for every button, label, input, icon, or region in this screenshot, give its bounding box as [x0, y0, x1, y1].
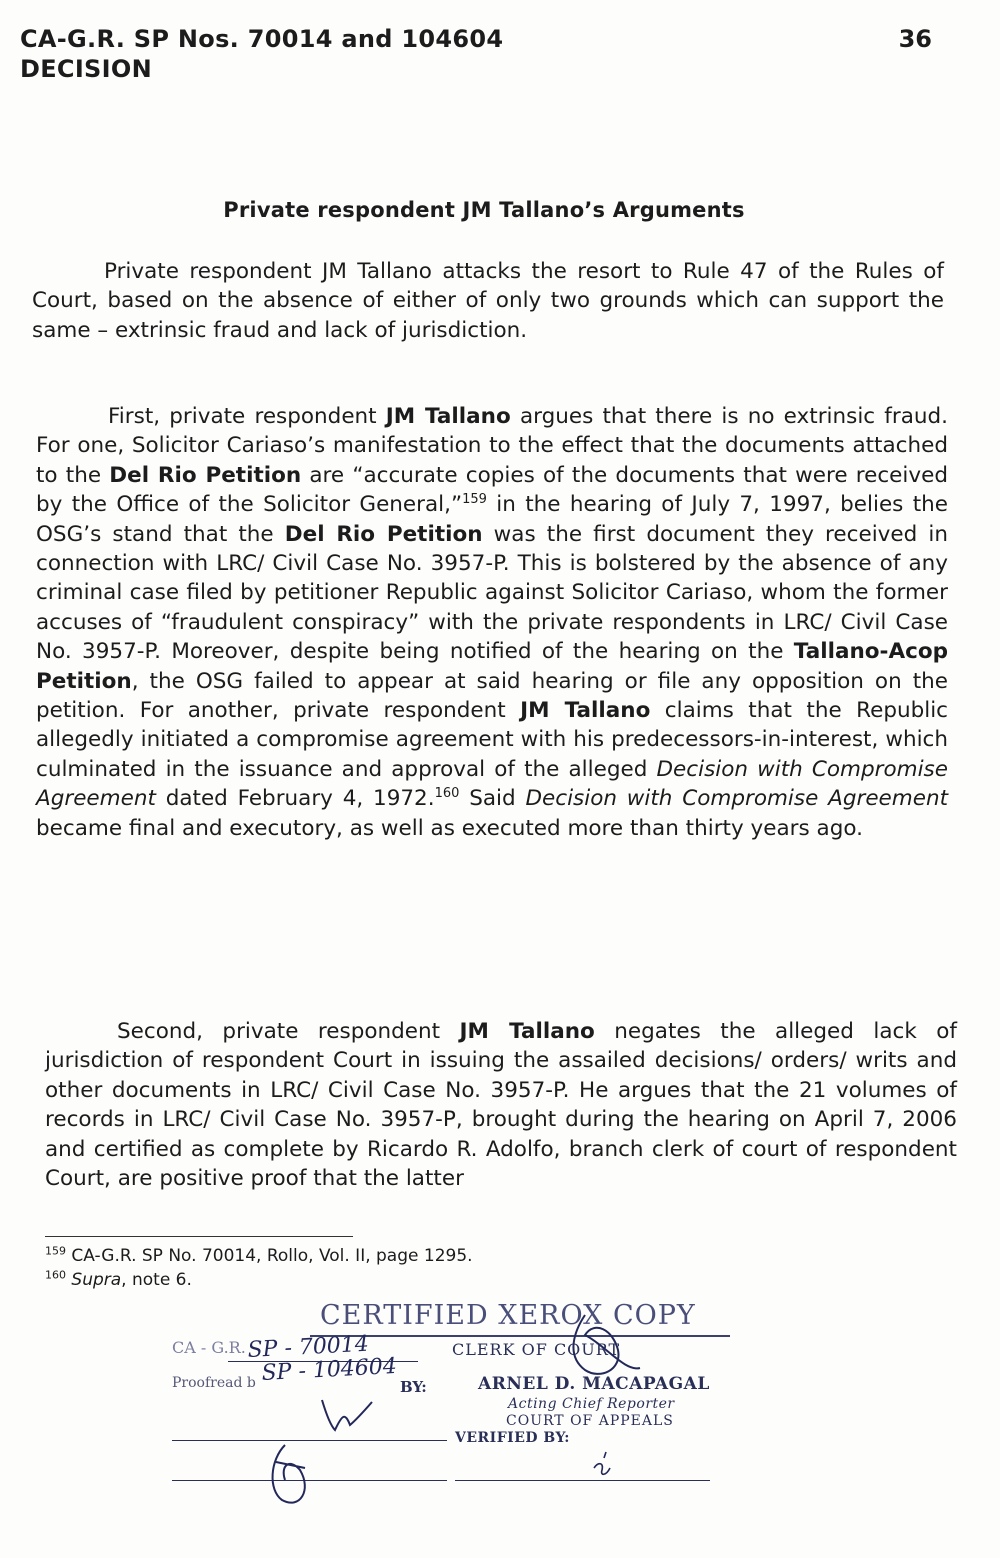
stamp-signatory-role: Acting Chief Reporter [508, 1396, 675, 1412]
text-run: Said [459, 786, 526, 812]
case-number: CA-G.R. SP Nos. 70014 and 104604 [20, 25, 504, 53]
text-run: , the OSG failed to appear at said hearing or file any opposition on the petition. For another, private respondent [36, 668, 948, 724]
clerk-signature-icon [573, 1315, 640, 1374]
verifier-initial-icon [273, 1445, 305, 1503]
handwritten-case-2: SP - 104604 [261, 1353, 398, 1386]
footnote-ref: 159 [462, 492, 487, 508]
footnote-ref: 160 [434, 786, 460, 802]
text-run: claims that the Republic allegedly initiated a compromise agreement with his predecessors-in-interest, which culminated in the issuance and approval of the alleged [36, 698, 949, 782]
footnote-number: 159 [45, 1244, 66, 1258]
text-run: First, private respondent [108, 404, 386, 429]
petition-name: Del Rio Petition [109, 462, 302, 488]
petition-name: Tallano-Acop Petition [36, 639, 948, 694]
footnote-text: CA-G.R. SP No. 70014, Rollo, Vol. II, page 1295. [66, 1246, 473, 1266]
stamp-proofread-label: Proofread b [172, 1375, 256, 1391]
document-title: Decision with Compromise Agreement [525, 786, 948, 812]
text-run: are “accurate copies of the documents that were received by the Office of the Solicitor General,” [36, 462, 948, 518]
footnote-text: , note 6. [121, 1270, 192, 1290]
stamp-clerk-label: CLERK OF COURT [452, 1340, 621, 1359]
stamp-title: CERTIFIED XEROX COPY [320, 1300, 696, 1331]
section-title: Private respondent JM Tallano’s Arguments [223, 198, 745, 222]
text-run: in the hearing of July 7, 1997, belies the OSG’s stand that the [36, 492, 948, 547]
stamp-case-label: CA - G.R. [172, 1338, 246, 1357]
handwritten-case-1: SP - 70014 [247, 1331, 370, 1363]
paragraph-1-text: Private respondent JM Tallano attacks the resort to Rule 47 of the Rules of Court, based on the absence of either of only two grounds which can support the same – extrinsic fraud and lack of jurisdiction. [32, 259, 944, 343]
footnote-text: Supra [71, 1270, 122, 1290]
footnote-number: 160 [45, 1268, 66, 1282]
verified-initial-icon [594, 1452, 610, 1474]
page-number: 36 [898, 25, 932, 53]
text-run: negates the alleged lack of jurisdiction of respondent Court in issuing the assailed decisions/ orders/ writs and other documents in LRC/ Civil Case No. 3957-P. He argues that the 21 volumes of records in LRC/ Civil Case No. 3957-P, brought during the hearing on April 7, 2006 and certified as complete by Ricardo R. Adolfo, branch clerk of court of respondent Court, are positive proof that the latter [45, 1019, 957, 1192]
stamp-verified-label: VERIFIED BY: [455, 1430, 570, 1446]
party-name: JM Tallano [385, 404, 511, 429]
text-run: dated February 4, 1972. [155, 786, 435, 812]
stamp-by-label: BY: [400, 1378, 427, 1396]
proofreader-initial-icon [322, 1400, 372, 1430]
document-type: DECISION [20, 55, 152, 83]
text-run: became final and executory, as well as executed more than thirty years ago. [36, 815, 863, 841]
text-run: argues that there is no extrinsic fraud. For one, Solicitor Cariaso’s manifestation to the effect that the documents attached to the [36, 404, 948, 488]
stamp-court-name: COURT OF APPEALS [506, 1413, 674, 1429]
party-name: JM Tallano [520, 698, 651, 724]
text-run: was the first document they received in connection with LRC/ Civil Case No. 3957-P. This is bolstered by the absence of any criminal case filed by petitioner Republic against Solicitor Cariaso, whom the former accuses of “fraudulent conspiracy” with the private respondents in LRC/ Civil Case No. 3957-P. Moreover, despite being notified of the hearing on the [36, 521, 948, 665]
document-title: Decision with Compromise Agreement [36, 756, 948, 812]
text-run: Second, private respondent [117, 1019, 460, 1044]
party-name: JM Tallano [459, 1019, 595, 1044]
petition-name: Del Rio Petition [284, 521, 483, 547]
stamp-signatory-name: ARNEL D. MACAPAGAL [478, 1374, 710, 1394]
